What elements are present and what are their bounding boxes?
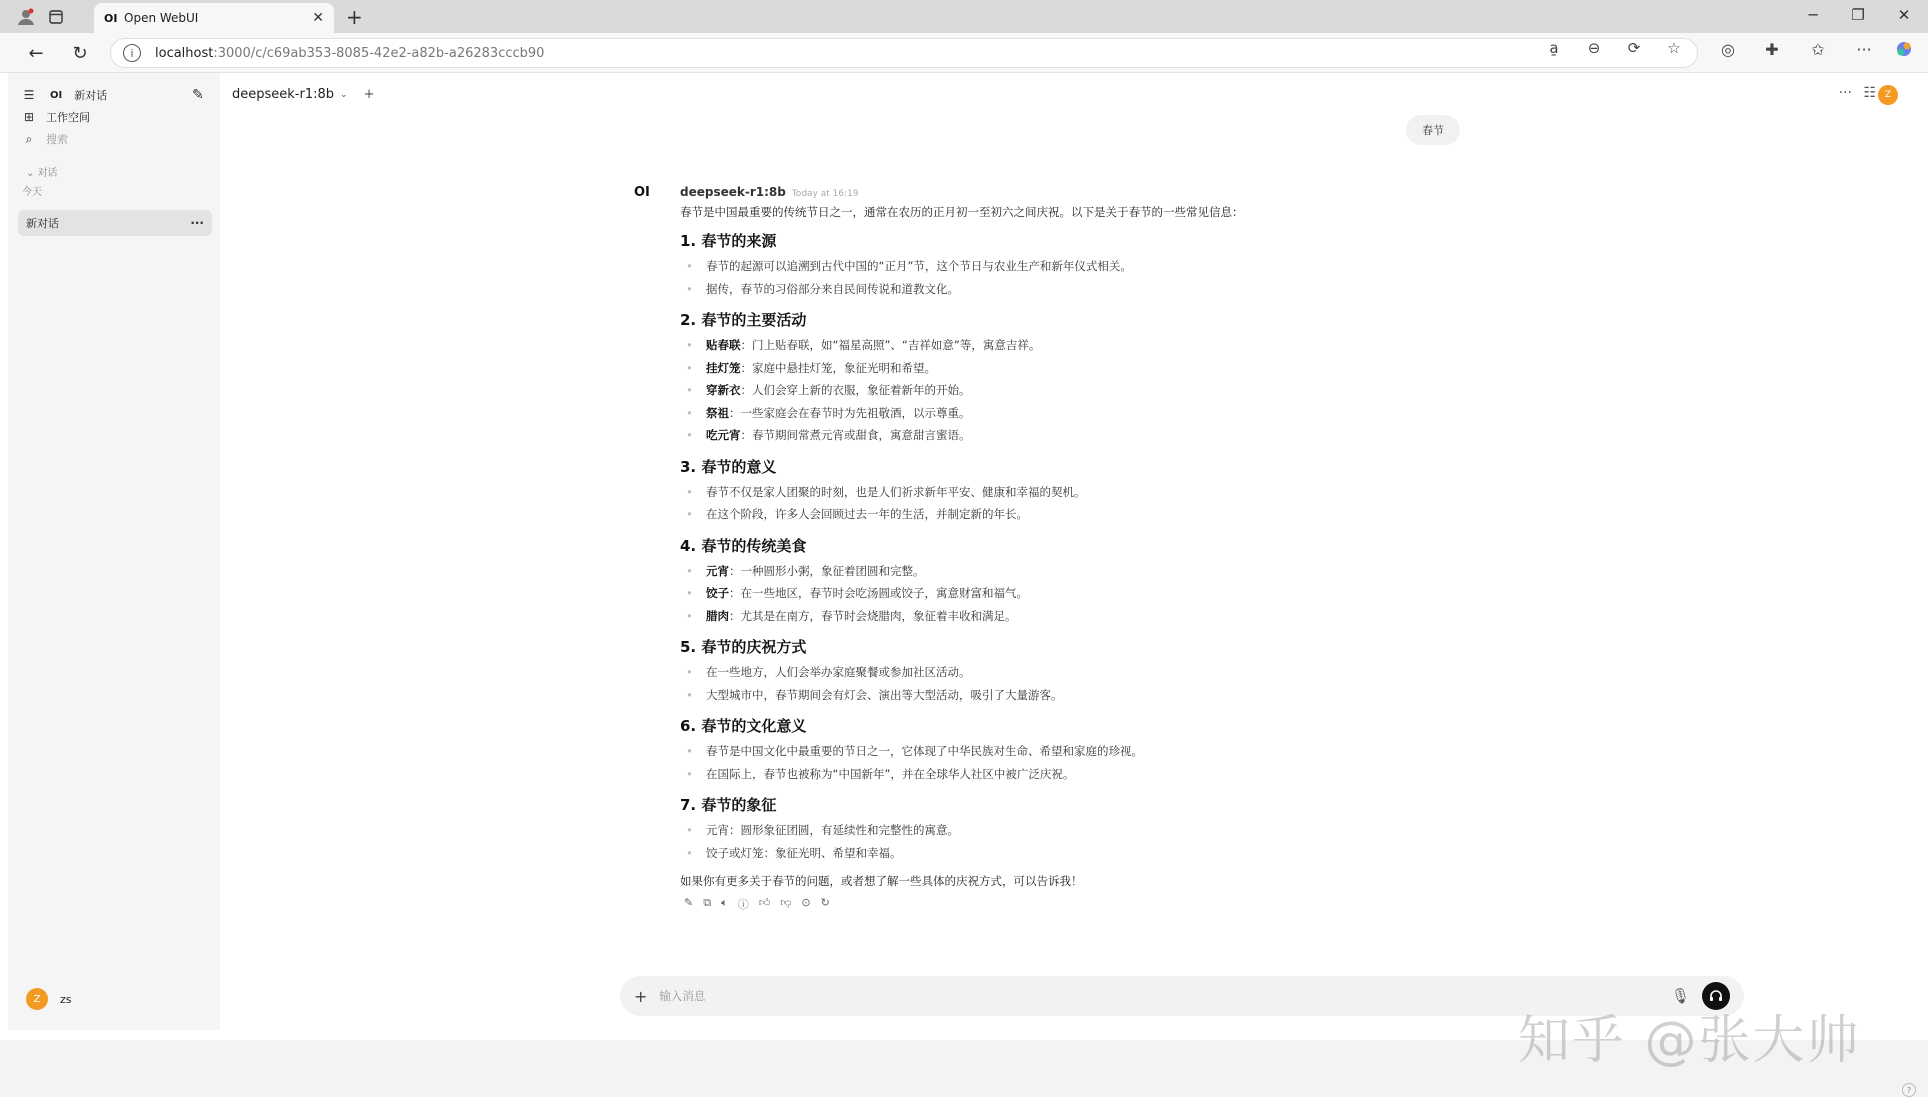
watermark: 知乎 @张大帅	[1518, 1011, 1861, 1071]
list-item-text: ：尤其是在南方，春节时会烧腊肉，象征着丰收和满足。	[729, 608, 1017, 623]
list-item	[680, 334, 1440, 357]
header-avatar[interactable]: Z	[1878, 85, 1898, 105]
message-intro: 春节是中国最重要的传统节日之一，通常在农历的正月初一至初六之间庆祝。以下是关于春节的一些常见信息：	[680, 205, 1244, 219]
copy-icon[interactable]: ⧉	[703, 896, 712, 909]
search-icon: ⌕	[25, 131, 33, 146]
list-item	[680, 763, 1440, 786]
list-item-term: 挂灯笼	[706, 360, 741, 375]
chat-list-item-active[interactable]	[18, 210, 212, 236]
chat-main	[220, 73, 1920, 1040]
browser-toolbar	[0, 33, 1928, 73]
model-selector[interactable]	[232, 87, 374, 102]
list-item-text: 据传，春节的习俗部分来自民间传说和道教文化。	[706, 281, 959, 296]
copilot-icon[interactable]	[1892, 40, 1916, 62]
chevron-down-icon: ⌄	[340, 89, 348, 100]
bot-name: deepseek-r1:8b	[680, 185, 786, 199]
list-item-text: 在国际上，春节也被称为“中国新年”，并在全球华人社区中被广泛庆祝。	[706, 766, 1075, 781]
regenerate-icon[interactable]: ↻	[820, 896, 830, 909]
list-item-text: 在一些地方，人们会举办家庭聚餐或参加社区活动。	[706, 665, 971, 679]
list-item	[680, 357, 1440, 380]
restore-icon[interactable]: ❐	[1851, 6, 1865, 24]
microphone-icon[interactable]: 🎙︎	[1670, 987, 1690, 1005]
section-heading: 2. 春节的主要活动	[680, 311, 807, 329]
list-item	[680, 481, 1440, 504]
section-heading: 1. 春节的来源	[680, 232, 777, 250]
list-item-text: 元宵：圆形象征团圆，有延续性和完整性的寓意。	[706, 823, 959, 837]
address-bar[interactable]	[110, 38, 1698, 68]
profile-icon[interactable]	[14, 5, 38, 29]
list-item	[680, 605, 1440, 628]
list-item-term: 饺子	[706, 586, 729, 600]
reload-icon[interactable]: ↻	[72, 42, 88, 64]
section-heading: 7. 春节的象征	[680, 796, 777, 814]
avatar: Z	[26, 988, 48, 1010]
site-info-icon[interactable]: i	[123, 44, 141, 62]
list-item-term: 腊肉	[706, 608, 729, 623]
info-icon[interactable]: ⓘ	[737, 898, 749, 911]
list-item	[680, 503, 1440, 526]
tab-actions-icon[interactable]	[44, 5, 68, 29]
search-placeholder: 搜索	[46, 133, 68, 146]
sidebar-search[interactable]	[20, 131, 68, 147]
attach-plus-icon[interactable]: +	[634, 986, 648, 1006]
sidebar-top	[20, 87, 107, 103]
user-name: zs	[60, 992, 72, 1006]
minimize-icon[interactable]: ─	[1808, 6, 1818, 24]
list-item-term: 祭祖	[706, 405, 729, 420]
read-aloud-icon[interactable]: a̱	[1549, 39, 1559, 57]
list-item	[680, 402, 1440, 425]
menu-icon[interactable]: ☰	[23, 88, 35, 102]
list-item-term: 贴春联	[706, 338, 741, 352]
list-item	[680, 819, 1440, 842]
open-webui-app	[0, 73, 1928, 1095]
model-name: deepseek-r1:8b	[232, 87, 335, 102]
more-options-icon[interactable]: ···	[1838, 85, 1852, 101]
list-item-text: ：门上贴春联，如“福星高照”、“吉祥如意”等，寓意吉祥。	[740, 338, 1041, 352]
message-outro: 如果你有更多关于春节的问题，或者想了解一些具体的庆祝方式，可以告诉我！	[680, 874, 1083, 888]
favorite-star-icon[interactable]: ☆	[1667, 39, 1681, 57]
message-time: Today at 16:19	[791, 189, 859, 199]
workspace-icon: ⊞	[23, 110, 35, 124]
sidebar-item-label: 工作空间	[46, 111, 90, 124]
bullet-list	[680, 481, 1440, 526]
bot-logo: OI	[634, 185, 650, 200]
list-item	[680, 582, 1440, 605]
list-item	[680, 740, 1440, 763]
list-item-text: 在这个阶段，许多人会回顾过去一年的生活，并制定新的年长。	[706, 507, 1028, 521]
thumbs-up-icon[interactable]: 👍︎	[758, 896, 771, 909]
back-icon[interactable]: ←	[28, 42, 44, 64]
add-model-icon[interactable]: +	[363, 87, 375, 102]
sidebar	[8, 73, 220, 1030]
section-today: 今天	[22, 187, 42, 198]
list-item	[680, 424, 1440, 447]
help-icon[interactable]: ?	[1902, 1083, 1916, 1097]
bullet-list	[680, 740, 1440, 785]
message-sections	[680, 230, 1440, 864]
section-chats[interactable]: ⌄ 对话	[26, 168, 58, 179]
close-tab-icon[interactable]: ✕	[312, 10, 324, 26]
section-heading: 6. 春节的文化意义	[680, 717, 807, 735]
list-item-text: 春节是中国文化中最重要的节日之一，它体现了中华民族对生命、希望和家庭的珍视。	[706, 744, 1143, 758]
continue-icon[interactable]: ⊙	[801, 896, 811, 909]
assistant-message	[634, 185, 1440, 912]
list-item-text: 春节的起源可以追溯到古代中国的“正月”节，这个节日与农业生产和新年仪式相关。	[706, 259, 1132, 273]
list-item-term: 穿新衣	[706, 383, 741, 397]
list-item	[680, 684, 1440, 707]
thumbs-down-icon[interactable]: 👎︎	[780, 896, 792, 909]
message-header	[680, 185, 1440, 201]
list-item-text: 春节不仅是家人团聚的时刻，也是人们祈求新年平安、健康和幸福的契机。	[706, 484, 1086, 499]
address-url: localhost:3000/c/c69ab353-8085-42e2-a82b-a26283cccb90	[155, 45, 545, 61]
speaker-icon[interactable]: 🔈︎	[721, 896, 728, 909]
list-item	[680, 661, 1440, 684]
list-item	[680, 379, 1440, 402]
tab-favicon: OI	[104, 11, 118, 25]
list-item-text: ：一些家庭会在春节时为先祖敬酒，以示尊重。	[729, 405, 971, 420]
list-item	[680, 842, 1440, 865]
user-message: 春节	[1406, 115, 1460, 145]
browser-tab[interactable]	[94, 3, 334, 33]
bullet-list	[680, 661, 1440, 706]
list-item-text: ：人们会穿上新的衣服，象征着新年的开始。	[740, 383, 971, 397]
chat-options-icon[interactable]: ···	[190, 216, 204, 230]
bullet-list	[680, 255, 1440, 300]
list-item-text: 饺子或灯笼：象征光明、希望和幸福。	[706, 845, 902, 860]
bullet-list	[680, 334, 1440, 447]
list-item	[680, 255, 1440, 278]
list-item-text: 大型城市中，春节期间会有灯会、演出等大型活动，吸引了大量游客。	[706, 687, 1063, 702]
list-item	[680, 278, 1440, 301]
new-chat-edit-icon[interactable]: ✎	[192, 87, 204, 103]
chat-title: 新对话	[26, 217, 59, 230]
close-window-icon[interactable]: ✕	[1897, 6, 1911, 24]
user-menu[interactable]	[26, 988, 72, 1010]
list-item-text: ：家庭中悬挂灯笼，象征光明和希望。	[740, 360, 936, 375]
extension-circle-icon[interactable]: ◎	[1721, 40, 1735, 59]
list-item-text: ：在一些地区，春节时会吃汤圆或饺子，寓意财富和福气。	[729, 586, 1028, 600]
section-heading: 5. 春节的庆祝方式	[680, 638, 807, 656]
list-item-term: 吃元宵	[706, 428, 741, 442]
extensions-icon[interactable]: ✚	[1765, 40, 1779, 59]
bullet-list	[680, 560, 1440, 628]
sidebar-new-chat[interactable]: 新对话	[74, 89, 108, 102]
section-heading: 3. 春节的意义	[680, 457, 777, 476]
list-item-term: 元宵	[706, 563, 729, 578]
tab-title: Open WebUI	[124, 11, 199, 25]
controls-icon[interactable]: ☷	[1863, 85, 1876, 101]
favorites-icon[interactable]: ✩	[1811, 40, 1825, 59]
more-menu-icon[interactable]: ···	[1856, 40, 1872, 59]
browser-tab-bar	[0, 0, 1928, 33]
edit-icon[interactable]: ✎	[684, 896, 694, 909]
list-item-text: ：一种圆形小粥，象征着团圆和完整。	[729, 563, 925, 578]
message-actions	[680, 896, 1440, 912]
section-heading: 4. 春节的传统美食	[680, 536, 807, 555]
list-item-text: ：春节期间常煮元宵或甜食，寓意甜言蜜语。	[740, 428, 971, 442]
new-tab-icon[interactable]: +	[346, 5, 363, 29]
sidebar-item-workspace[interactable]	[20, 109, 90, 125]
bullet-list	[680, 819, 1440, 864]
refresh-page-icon[interactable]: ⟳	[1627, 39, 1641, 57]
zoom-out-icon[interactable]: ⊖	[1587, 39, 1601, 57]
list-item	[680, 560, 1440, 583]
sidebar-logo: OI	[50, 89, 63, 101]
